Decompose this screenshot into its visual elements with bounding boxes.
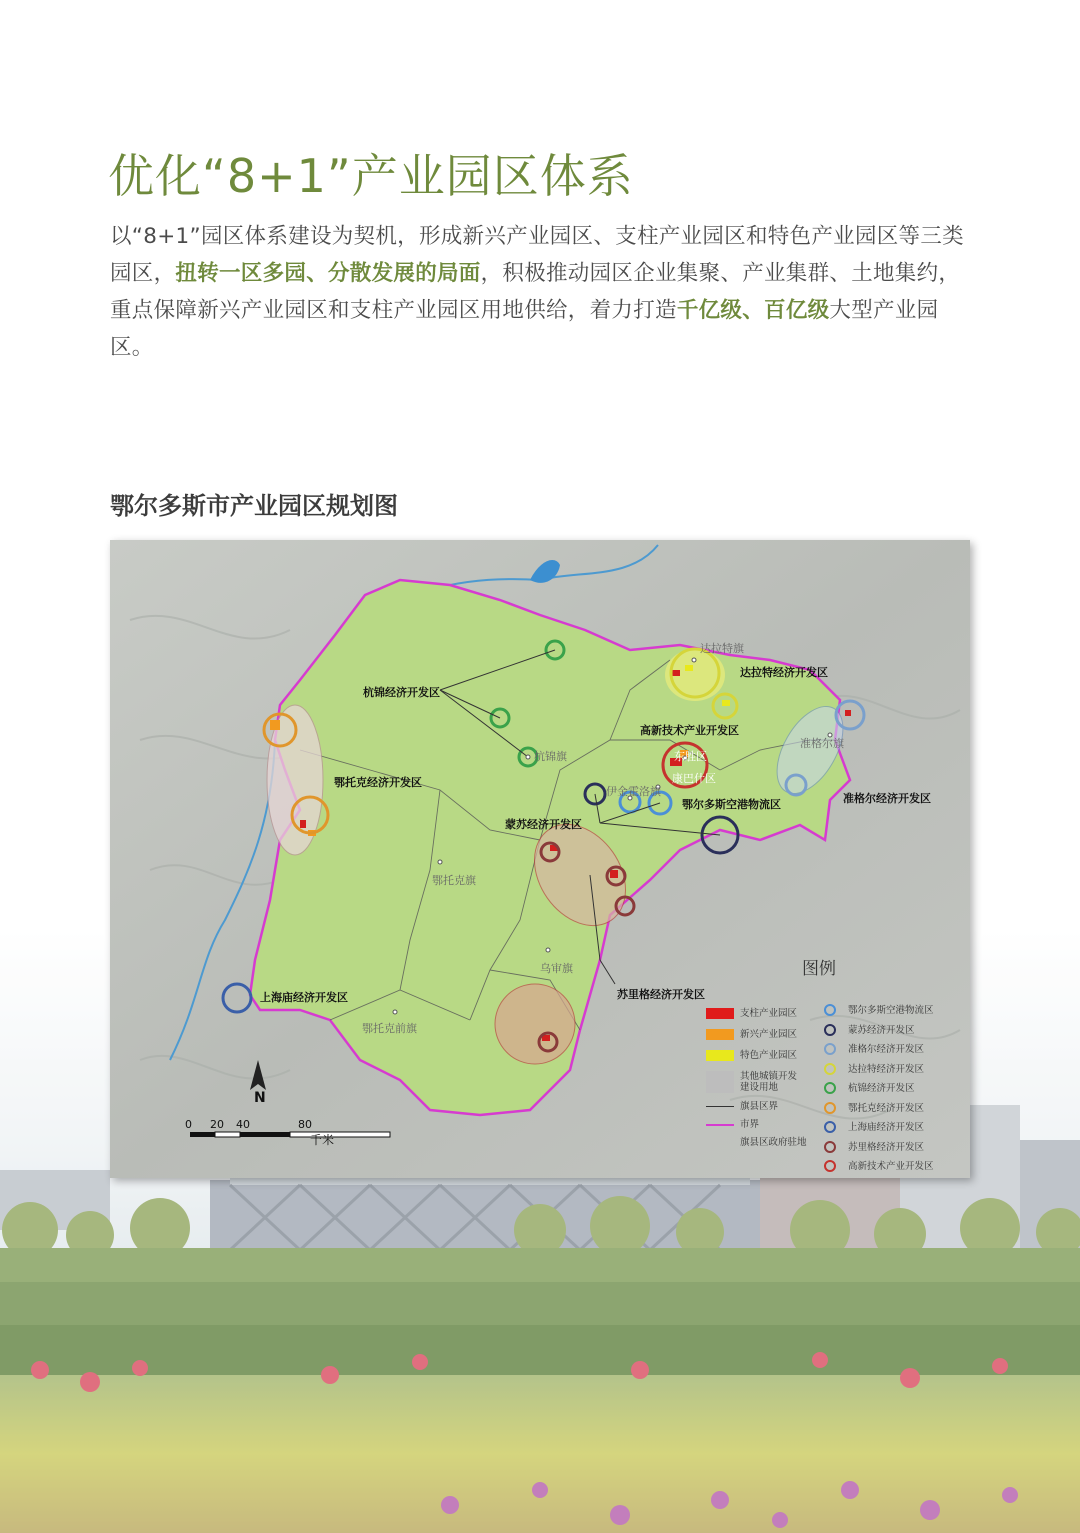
legend-label-fill-0: 支柱产业园区 [740,1008,798,1019]
scale-tick-80: 80 [298,1118,312,1131]
intro-text-1: 以“8+1”园区体系建设为契机，形成新兴产业园区、支柱产业园区和特色产业园区等三类园区， [110,224,964,286]
legend-ring-1 [824,1024,836,1036]
legend-label-ring-4: 杭锦经济开发区 [848,1083,915,1094]
legend-ring-6 [824,1121,836,1133]
city-hangjinqi: 杭锦旗 [534,750,567,763]
zone-sulige-area [495,984,575,1064]
legend-label-ring-6: 上海庙经济开发区 [848,1122,925,1133]
label-zhunge-er: 准格尔经济开发区 [843,792,931,805]
legend-ring-4 [824,1082,836,1094]
legend-label-line-2: 旗县区政府驻地 [740,1137,807,1148]
map-graphic [110,540,970,1178]
legend-label-ring-8: 高新技术产业开发区 [848,1161,934,1172]
map-heading: 鄂尔多斯市产业园区规划图 [110,492,398,520]
north-label: N [254,1090,266,1106]
city-kangbashi: 康巴什区 [672,772,716,785]
intro-highlight-2: 千亿级、百亿级 [676,298,830,323]
legend-label-ring-1: 蒙苏经济开发区 [848,1024,915,1036]
legend-label-ring-5: 鄂托克经济开发区 [848,1102,925,1114]
legend-swatch-3 [706,1071,734,1093]
city-wushenqi: 乌审旗 [540,962,573,975]
legend-swatch-0 [706,1008,734,1019]
city-etuokeqi: 鄂托克旗 [432,874,476,887]
intro-text-2: ，积极推动园区企业集聚、产业集群、土地集约，重点保障新兴产业园区和支柱产业园区用地供给，着力打造 [110,261,961,323]
legend-ring-0 [824,1004,836,1016]
legend-label-ring-0: 鄂尔多斯空港物流区 [848,1005,934,1016]
legend-swatch-2 [706,1050,734,1061]
legend-line-0 [706,1106,734,1107]
legend-ring-5 [824,1102,836,1114]
intro-text-3: 大型产业园区。 [110,298,939,360]
legend-label-fill-2: 特色产业园区 [740,1050,798,1061]
label-mengsu: 蒙苏经济开发区 [505,818,582,831]
scale-bar [190,1132,390,1137]
scale-tick-40: 40 [236,1118,250,1131]
legend-ring-3 [824,1063,836,1075]
page-title: 优化“8+1”产业园区体系 [108,149,634,203]
industrial-park-map [110,540,970,1178]
label-hangjin: 杭锦经济开发区 [363,686,440,699]
legend-label-ring-3: 达拉特经济开发区 [848,1063,925,1075]
legend-label-line-1: 市界 [740,1119,760,1130]
legend-line-1 [706,1124,734,1126]
label-shanghaimiao: 上海庙经济开发区 [260,991,348,1004]
city-dongsheng: 东胜区 [674,750,707,763]
legend-ring-8 [824,1160,836,1172]
legend-title: 图例 [802,959,836,979]
legend-label-line-0: 旗县区界 [740,1101,779,1112]
legend-ring-2 [824,1043,836,1055]
city-dalateqi: 达拉特旗 [700,642,744,655]
scale-tick-0: 0 [185,1118,192,1131]
legend-ring-7 [824,1141,836,1153]
label-sulige: 苏里格经济开发区 [617,988,705,1001]
legend-label-ring-7: 苏里格经济开发区 [848,1141,925,1153]
city-zhungeerqi: 准格尔旗 [800,737,844,750]
legend-label-fill-1: 新兴产业园区 [740,1029,798,1040]
label-dalate: 达拉特经济开发区 [740,666,828,679]
intro-highlight-1: 扭转一区多园、分散发展的局面 [175,261,481,286]
legend-label-fill-3: 其他城镇开发建设用地 [740,1071,798,1093]
city-etuokeqianqi: 鄂托克前旗 [362,1022,417,1035]
intro-paragraph [110,218,980,366]
label-etuoke: 鄂托克经济开发区 [334,776,422,789]
scale-tick-20: 20 [210,1118,224,1131]
legend-label-ring-2: 准格尔经济开发区 [848,1044,925,1055]
label-gaoxin: 高新技术产业开发区 [640,724,739,737]
scale-unit: 千米 [310,1133,335,1147]
city-yijinhuoluo: 伊金霍洛旗 [606,785,661,798]
label-konggang: 鄂尔多斯空港物流区 [682,798,781,811]
legend-swatch-1 [706,1029,734,1040]
